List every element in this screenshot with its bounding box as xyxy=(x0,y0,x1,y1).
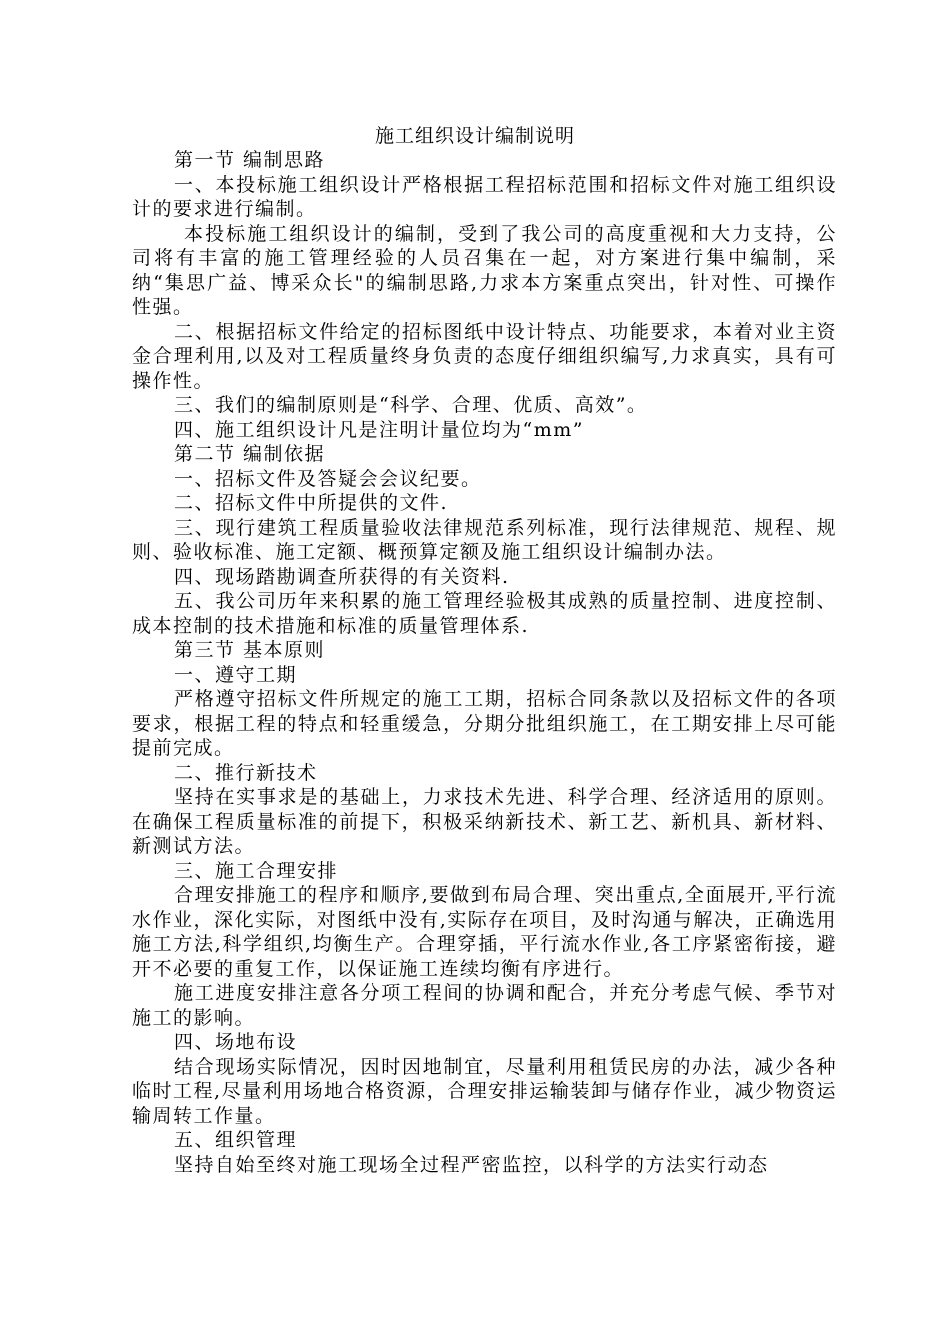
paragraph: 施工进度安排注意各分项工程间的协调和配合，并充分考虑气候、季节对施工的影响。 xyxy=(132,982,837,1029)
paragraph: 坚持在实事求是的基础上，力求技术先进、科学合理、经济适用的原则。在确保工程质量标准的前提下，积极采纳新技术、新工艺、新机具、新材料、新测试方法。 xyxy=(132,786,837,857)
subheading: 四、场地布设 xyxy=(174,1031,298,1053)
paragraph: 合理安排施工的程序和顺序,要做到布局合理、突出重点,全面展开,平行流水作业，深化实际，对图纸中没有,实际存在项目，及时沟通与解决，正确选用施工方法,科学组织,均衡生产。合理穿插，平行流水作业,各工序紧密衔接，避开不必要的重复工作，以保证施工连续均衡有序进行。 xyxy=(132,884,837,980)
subheading: 五、组织管理 xyxy=(174,1129,298,1151)
paragraph: 一、本投标施工组织设计严格根据工程招标范围和招标文件对施工组织设计的要求进行编制。 xyxy=(132,173,837,220)
section-heading-3: 第三节 基本原则 xyxy=(174,639,326,661)
subheading: 一、遵守工期 xyxy=(174,663,298,686)
paragraph: 四、施工组织设计凡是注明计量位均为“mm” xyxy=(174,418,584,441)
subheading: 三、施工合理安排 xyxy=(174,859,339,882)
paragraph: 四、现场踏勘调查所获得的有关资料. xyxy=(174,565,510,588)
section-heading-1: 第一节 编制思路 xyxy=(174,149,326,171)
document-title: 施工组织设计编制说明 xyxy=(374,125,575,147)
paragraph: 结合现场实际情况，因时因地制宜，尽量利用租赁民房的办法，减少各种临时工程,尽量利用场地合格资源，合理安排运输装卸与储存作业，减少物资运输周转工作量。 xyxy=(132,1055,837,1127)
subheading: 二、推行新技术 xyxy=(174,761,318,784)
section-heading-2: 第二节 编制依据 xyxy=(174,443,326,465)
paragraph: 本投标施工组织设计的编制，受到了我公司的高度重视和大力支持，公司将有丰富的施工管理经验的人员召集在一起，对方案进行集中编制，采纳“集思广益、博采众长"的编制思路,力求本方案重点突出，针对性、可操作性强。 xyxy=(132,222,837,318)
paragraph: 坚持自始至终对施工现场全过程严密监控，以科学的方法实行动态 xyxy=(174,1153,769,1176)
paragraph: 五、我公司历年来积累的施工管理经验极其成熟的质量控制、进度控制、成本控制的技术措施和标准的质量管理体系. xyxy=(132,590,837,637)
paragraph: 三、我们的编制原则是“科学、合理、优质、高效”。 xyxy=(174,394,648,416)
paragraph: 三、现行建筑工程质量验收法律规范系列标准，现行法律规范、规程、规则、验收标准、施工定额、概预算定额及施工组织设计编制办法。 xyxy=(132,516,837,563)
paragraph: 二、招标文件中所提供的文件. xyxy=(174,492,449,514)
paragraph: 二、根据招标文件给定的招标图纸中设计特点、功能要求，本着对业主资金合理利用,以及对工程质量终身负责的态度仔细组织编写,力求真实，具有可操作性。 xyxy=(132,320,837,392)
paragraph: 一、招标文件及答疑会会议纪要。 xyxy=(174,467,482,490)
paragraph: 严格遵守招标文件所规定的施工工期，招标合同条款以及招标文件的各项要求，根据工程的特点和轻重缓急，分期分批组织施工，在工期安排上尽可能提前完成。 xyxy=(132,688,837,759)
document-body xyxy=(132,148,837,1177)
